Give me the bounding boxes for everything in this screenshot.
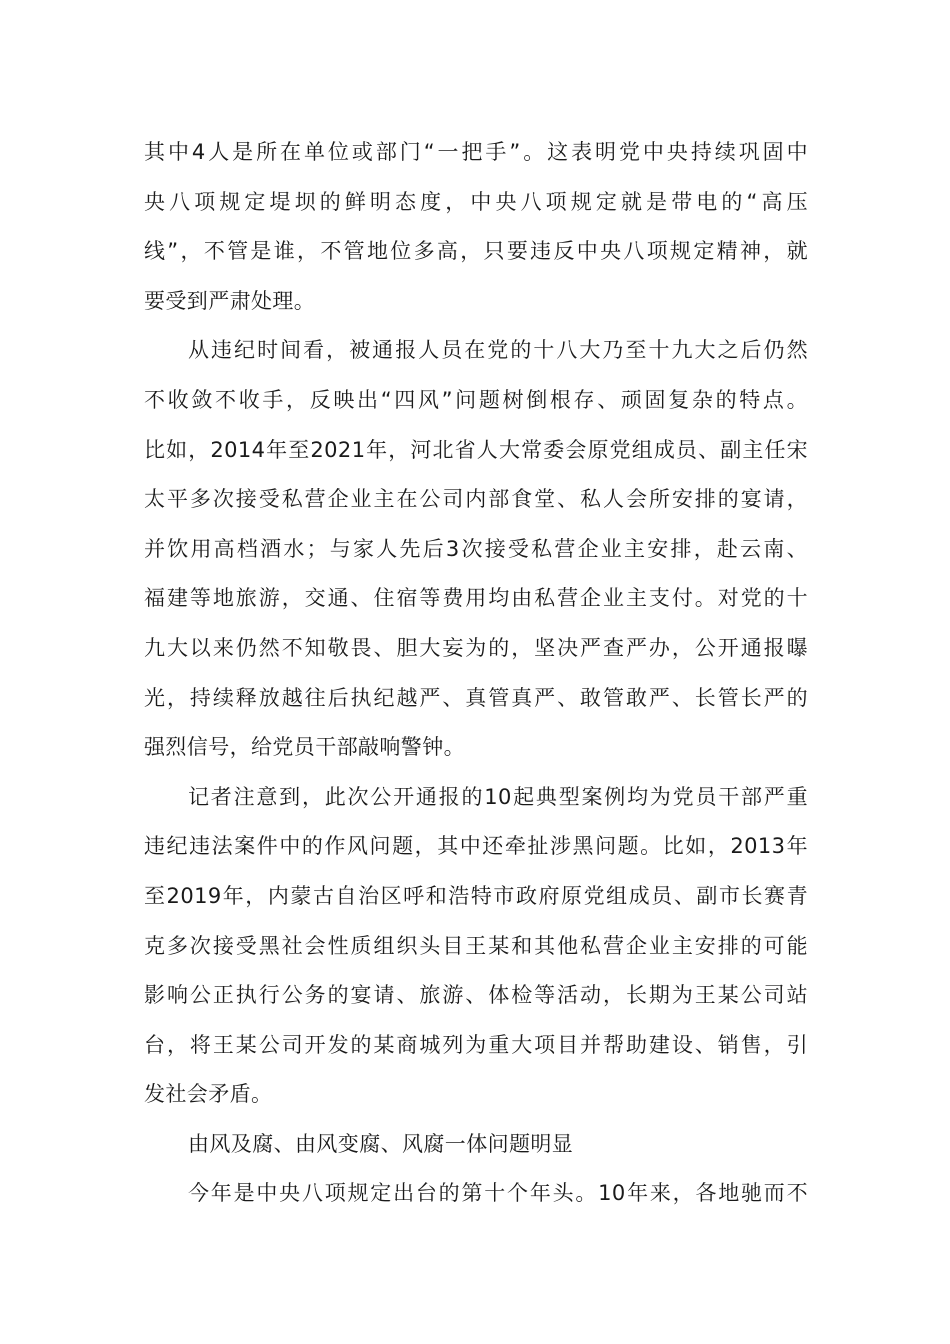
- text-line: 比如，2014年至2021年，河北省人大常委会原党组成员、副主任宋: [144, 437, 808, 462]
- text-line: 并饮用高档酒水；与家人先后3次接受私营企业主安排，赴云南、: [144, 536, 808, 561]
- text-line: 违纪违法案件中的作风问题，其中还牵扯涉黑问题。比如，2013年: [144, 834, 808, 859]
- text-line: 至2019年，内蒙古自治区呼和浩特市政府原党组成员、副市长赛青: [144, 883, 808, 908]
- text-line: 太平多次接受私营企业主在公司内部食堂、私人会所安排的宴请，: [144, 487, 808, 512]
- text-line: 发社会矛盾。: [144, 1082, 273, 1107]
- text-line: 记者注意到，此次公开通报的10起典型案例均为党员干部严重: [188, 784, 808, 809]
- text-line: 光，持续释放越往后执纪越严、真管真严、敢管敢严、长管长严的: [144, 685, 808, 710]
- text-line: 要受到严肃处理。: [144, 288, 316, 313]
- text-line: 影响公正执行公务的宴请、旅游、体检等活动，长期为王某公司站: [144, 983, 808, 1008]
- text-line: 央八项规定堤坝的鲜明态度，中央八项规定就是带电的“高压: [144, 189, 808, 214]
- text-line: 福建等地旅游，交通、住宿等费用均由私营企业主支付。对党的十: [144, 586, 808, 611]
- text-line: 今年是中央八项规定出台的第十个年头。10年来，各地驰而不: [188, 1181, 808, 1206]
- text-line: 从违纪时间看，被通报人员在党的十八大乃至十九大之后仍然: [188, 338, 808, 363]
- body-text: [144, 128, 808, 1219]
- text-line: 台，将王某公司开发的某商城列为重大项目并帮助建设、销售，引: [144, 1032, 808, 1057]
- text-line: 不收敛不收手，反映出“四风”问题树倒根存、顽固复杂的特点。: [144, 387, 808, 412]
- text-line: 强烈信号，给党员干部敲响警钟。: [144, 735, 465, 760]
- text-line: 九大以来仍然不知敬畏、胆大妄为的，坚决严查严办，公开通报曝: [144, 635, 808, 660]
- text-line: 线”，不管是谁，不管地位多高，只要违反中央八项规定精神，就: [144, 239, 808, 264]
- text-line: 由风及腐、由风变腐、风腐一体问题明显: [188, 1131, 574, 1156]
- text-line: 克多次接受黑社会性质组织头目王某和其他私营企业主安排的可能: [144, 933, 808, 958]
- text-line: 其中4人是所在单位或部门“一把手”。这表明党中央持续巩固中: [144, 140, 808, 164]
